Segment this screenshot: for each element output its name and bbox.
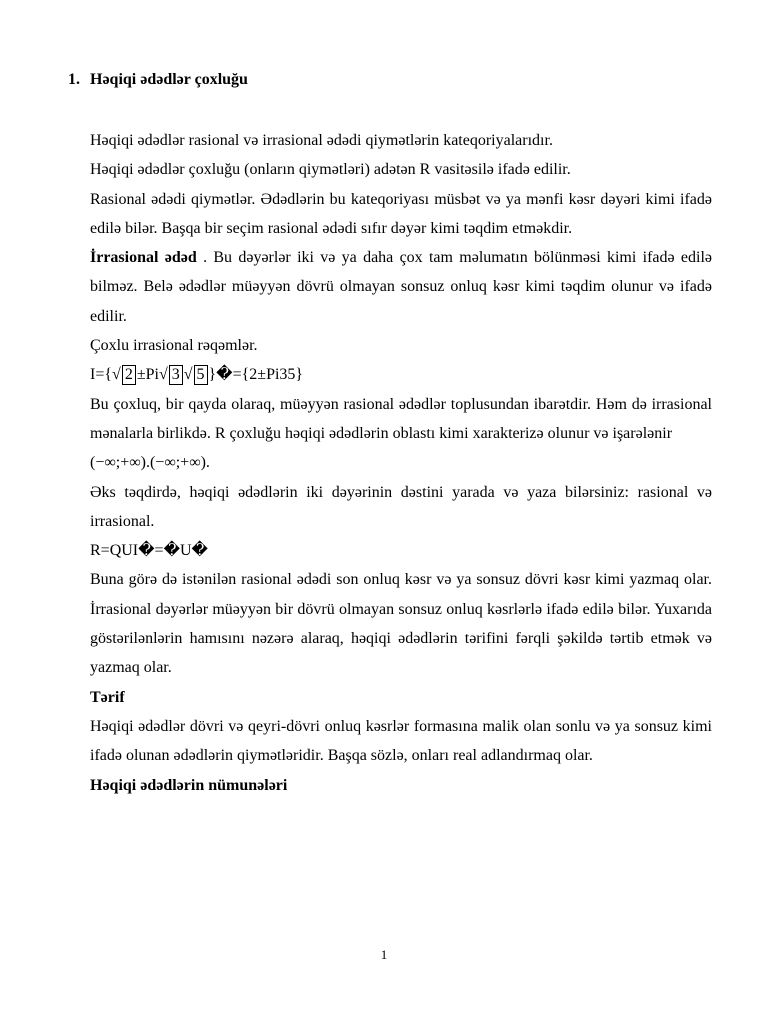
formula-irrational-set xyxy=(90,360,712,389)
paragraph-rational-numbers: Rasional ədədi qiymətlər. Ədədlərin bu kateqoriyası müsbət və ya mənfi kəsr dəyəri kimi ifadə edilə bilər. Başqa bir seçim rasional ədədi sıfır dəyər kimi təqdim etməkdir. xyxy=(90,190,712,237)
paragraph-definition-intro: Həqiqi ədədlər rasional və irrasional ədədi qiymətlərin kateqoriyalarıdır. xyxy=(90,132,553,149)
paragraph-decimal-fractions: Buna görə də istənilən rasional ədədi son onluq kəsr və ya sonsuz dövri kəsr kimi yazmaq olar. İrrasional dəyərlər müəyyən bir dövrü olmayan sonsuz onluq kəsrlərlə ifadə edilə bilər. Yuxarıda göstərilənlərin hamısını nəzərə alaraq, həqiqi ədədlərin tərifini fərqli şəkildə tərtib etmək və yazmaq olar. xyxy=(90,571,712,677)
formula-box: 5 xyxy=(194,365,208,385)
formula-part: I={√ xyxy=(90,366,121,384)
definition-heading: Tərif xyxy=(90,688,125,706)
section-number: 1. xyxy=(68,71,80,88)
paragraph-two-sets: Əks təqdirdə, həqiqi ədədlərin iki dəyərinin dəstini yarada və yaza bilərsiniz: rasional və irrasional. xyxy=(90,483,712,530)
irrational-term: İrrasional ədəd xyxy=(90,249,197,267)
document-body xyxy=(90,126,712,800)
page-number: 1 xyxy=(380,947,388,962)
irrational-description: . Bu dəyərlər iki və ya daha çox tam məlumatın bölünməsi kimi ifadə edilə bilməz. Belə ədədlər müəyyən dövrü olmayan sonsuz onluq kəsr kimi təqdim olunur və ifadə edilir. xyxy=(90,249,713,325)
formula-box: 2 xyxy=(122,365,136,385)
section-heading xyxy=(68,70,248,90)
paragraph-definition: Həqiqi ədədlər dövri və qeyri-dövri onluq kəsrlər formasına malik olan sonlu və ya sonsuz kimi ifadə olunan ədədlərin qiymətləridir. Başqa sözlə, onları real adlandırmaq olar. xyxy=(90,717,712,765)
formula-union: R=QUI�=�U� xyxy=(90,542,208,560)
formula-box: 3 xyxy=(169,365,183,385)
section-title: Həqiqi ədədlər çoxluğu xyxy=(90,71,248,88)
paragraph-set-notation: Həqiqi ədədlər çoxluğu (onların qiymətləri) adətən R vasitəsilə ifadə edilir. xyxy=(90,161,571,179)
formula-interval: (−∞;+∞).(−∞;+∞). xyxy=(90,454,210,472)
formula-part: }�={2±Pi35} xyxy=(208,366,304,384)
paragraph-real-set-description: Bu çoxluq, bir qayda olaraq, müəyyən rasional ədədlər toplusundan ibarətdir. Həm də irrasional mənalarla birlikdə. R çoxluğu həqiqi ədədlərin oblastı kimi xarakterizə olunur və işarələnir xyxy=(90,395,712,442)
formula-part: ±Pi√ xyxy=(136,366,168,384)
paragraph-irrational-set: Çoxlu irrasional rəqəmlər. xyxy=(90,337,258,355)
formula-part: √ xyxy=(183,366,193,384)
examples-heading: Həqiqi ədədlərin nümunələri xyxy=(90,776,288,794)
paragraph-irrational-numbers xyxy=(90,243,712,331)
